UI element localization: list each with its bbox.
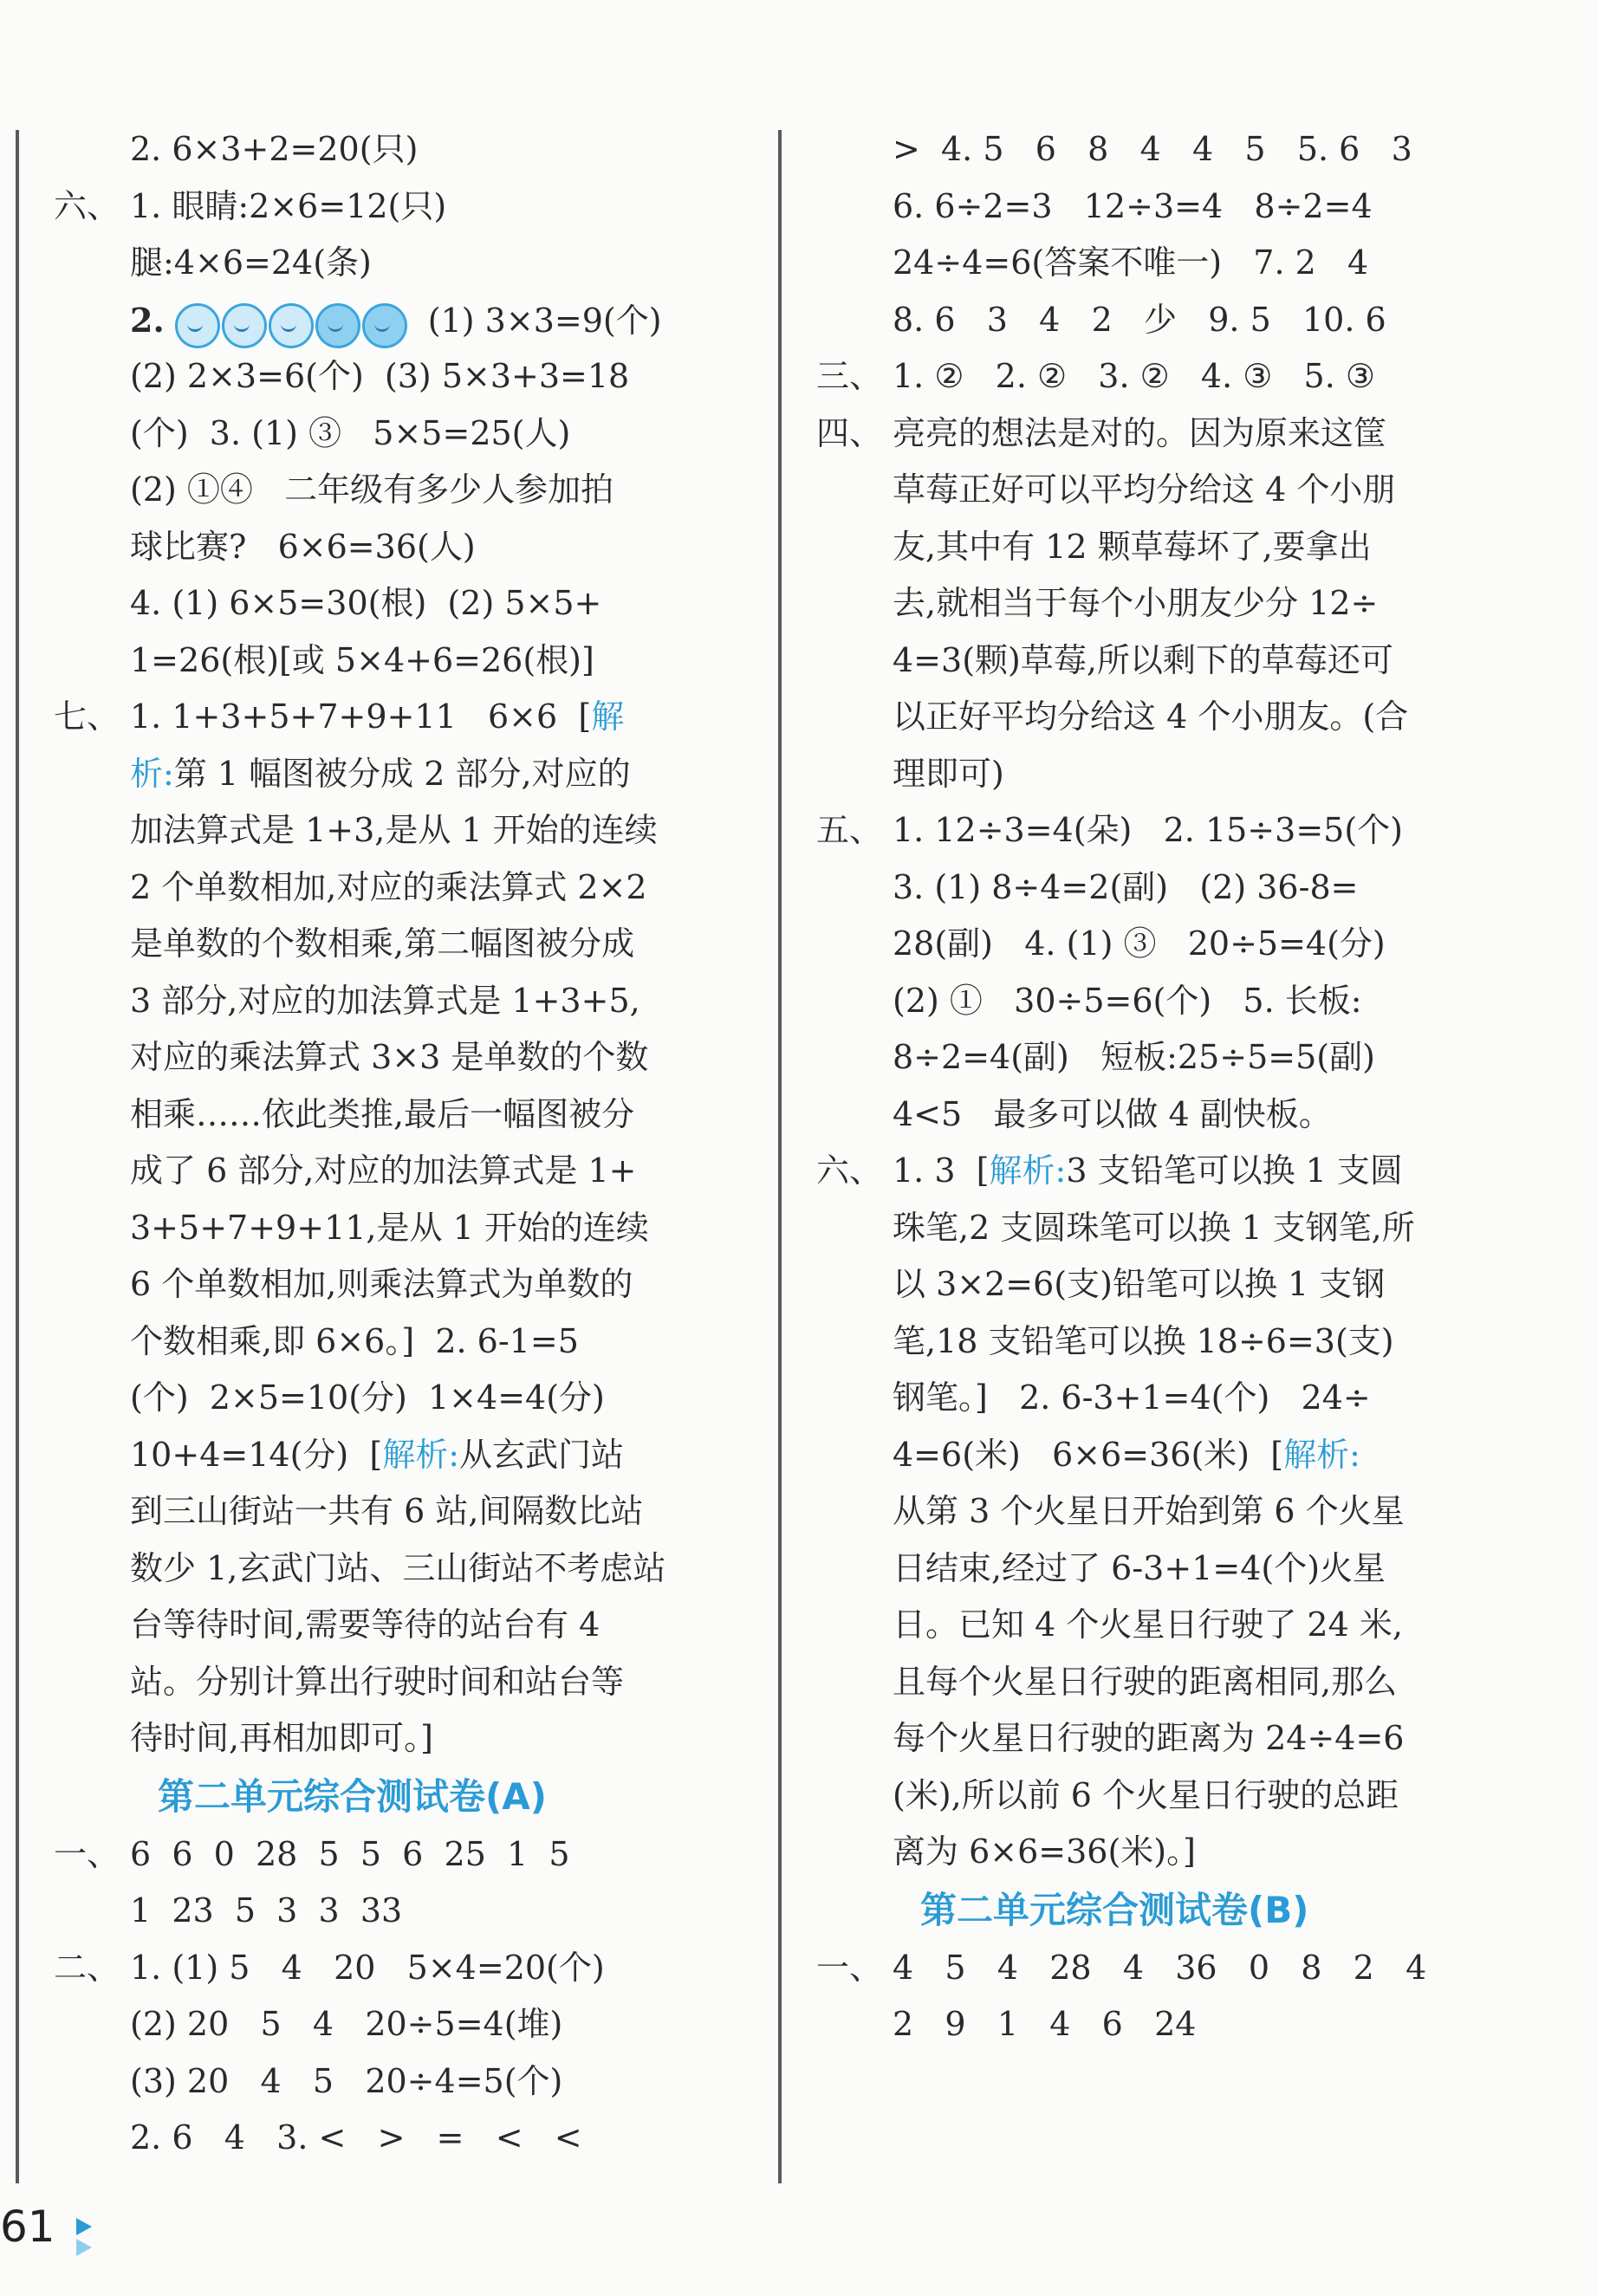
answer-text: 6. 6÷2=3 12÷3=4 8÷2=4 <box>893 186 1373 225</box>
answer-text: 4=6(米) 6×6=36(米) [ <box>893 1435 1284 1474</box>
answer-line <box>816 1540 1518 1598</box>
answer-line <box>54 405 747 463</box>
answer-line <box>54 1597 747 1654</box>
answer-line <box>816 235 1518 292</box>
answer-line <box>816 1256 1518 1313</box>
answer-line <box>816 802 1518 859</box>
answer-line <box>54 462 747 519</box>
answer-text: 1=26(根)[或 5×4+6=26(根)] <box>130 640 594 679</box>
answer-text: 珠笔,2 支圆珠笔可以换 1 支钢笔,所 <box>893 1208 1415 1247</box>
answer-text: 笔,18 支铅笔可以换 18÷6=3(支) <box>893 1321 1394 1360</box>
right-answer-lines-2 <box>816 1940 1518 2053</box>
answer-text: 离为 6×6=36(米)。] <box>893 1832 1196 1871</box>
analysis-label: 解析: <box>1283 1435 1360 1474</box>
answer-line <box>54 1029 747 1086</box>
left-answer-lines <box>54 121 747 1767</box>
answer-line <box>54 1483 747 1540</box>
answer-line <box>816 1029 1518 1086</box>
answer-text: 亮亮的想法是对的。因为原来这筐 <box>893 413 1387 452</box>
answer-text: 去,就相当于每个小朋友少分 12÷ <box>893 584 1379 622</box>
section-number: 四、 <box>816 413 883 452</box>
answer-text: 个数相乘,即 6×6。] 2. 6-1=5 <box>130 1321 579 1360</box>
answer-line <box>816 292 1518 349</box>
section-number: 七、 <box>54 697 120 736</box>
answer-text: 对应的乘法算式 3×3 是单数的个数 <box>130 1038 649 1076</box>
answer-line <box>816 121 1518 178</box>
answer-text: 4<5 最多可以做 4 副快板。 <box>893 1094 1332 1133</box>
answer-text: 1. ② 2. ② 3. ② 4. ③ 5. ③ <box>893 357 1375 395</box>
answer-text: 1. 眼睛:2×6=12(只) <box>130 186 447 225</box>
answer-line <box>54 1654 747 1711</box>
answer-line <box>54 575 747 632</box>
answer-text: (2) ① 30÷5=6(个) 5. 长板: <box>893 981 1362 1020</box>
question-number: 2. <box>130 300 165 340</box>
answer-line <box>816 178 1518 236</box>
answer-line <box>816 348 1518 405</box>
answer-line <box>54 1996 747 2053</box>
answer-line <box>54 1313 747 1371</box>
answer-line <box>54 178 747 236</box>
answer-line <box>816 859 1518 917</box>
analysis-label: 解 <box>591 697 625 736</box>
page-number: 61 <box>0 2202 55 2252</box>
section-number: 一、 <box>816 1948 883 1987</box>
left-answer-lines-2 <box>54 1826 747 2167</box>
section-heading-unit2-a: 第二单元综合测试卷(A) <box>158 1774 547 1818</box>
answer-line <box>816 632 1518 690</box>
answer-text: 待时间,再相加即可。] <box>130 1719 433 1757</box>
answer-text: 第 1 幅图被分成 2 部分,对应的 <box>173 754 631 793</box>
answer-text: 4. (1) 6×5=30(根) (2) 5×5+ <box>130 584 602 622</box>
answer-text: 友,其中有 12 颗草莓坏了,要拿出 <box>893 527 1372 566</box>
section-number: 六、 <box>54 186 120 225</box>
analysis-label: 析: <box>130 754 174 793</box>
answer-line <box>54 1883 747 1940</box>
answer-line <box>54 1427 747 1484</box>
answer-text: 24÷4=6(答案不唯一) 7. 2 4 <box>893 243 1369 282</box>
smiley-faces-icon <box>175 295 409 352</box>
answer-line <box>54 746 747 803</box>
answer-line <box>816 519 1518 576</box>
right-answer-lines <box>816 121 1518 1881</box>
answer-line <box>54 973 747 1030</box>
section-number: 六、 <box>816 1151 883 1190</box>
answer-line <box>816 973 1518 1030</box>
smiley-icon <box>222 303 267 348</box>
answer-text: 4=3(颗)草莓,所以剩下的草莓还可 <box>893 640 1393 679</box>
answer-text: 日结束,经过了 6-3+1=4(个)火星 <box>893 1548 1386 1587</box>
answer-line <box>816 1086 1518 1144</box>
answer-text: (个) 3. (1) ③ 5×5=25(人) <box>130 413 571 452</box>
answer-line <box>54 1256 747 1313</box>
answer-text: (1) 3×3=9(个) <box>427 301 662 340</box>
answer-text: 站。分别计算出行驶时间和站台等 <box>130 1662 625 1701</box>
answer-text: 3. (1) 8÷4=2(副) (2) 36-8= <box>893 867 1359 906</box>
analysis-label: 解析: <box>382 1435 460 1474</box>
answer-text: 8÷2=4(副) 短板:25÷5=5(副) <box>893 1038 1375 1076</box>
answer-line <box>54 689 747 746</box>
answer-text: 1. (1) 5 4 20 5×4=20(个) <box>130 1948 605 1987</box>
answer-text: 6 个单数相加,则乘法算式为单数的 <box>130 1265 633 1303</box>
answer-line <box>816 916 1518 973</box>
answer-text: 1. 3 [ <box>893 1151 990 1190</box>
answer-line <box>54 632 747 690</box>
answer-line <box>54 348 747 405</box>
answer-text: 成了 6 部分,对应的加法算式是 1+ <box>130 1151 637 1190</box>
answer-line <box>54 2110 747 2167</box>
answer-line <box>54 1540 747 1598</box>
section-number: 三、 <box>816 357 883 395</box>
left-column <box>54 121 747 2167</box>
answer-text: 加法算式是 1+3,是从 1 开始的连续 <box>130 811 658 849</box>
answer-line <box>54 859 747 917</box>
answer-line <box>54 1826 747 1884</box>
answer-line <box>816 1313 1518 1371</box>
section-heading-unit2-b: 第二单元综合测试卷(B) <box>920 1888 1309 1931</box>
answer-line <box>816 1654 1518 1711</box>
column-divider <box>778 130 782 2183</box>
smiley-icon <box>175 303 220 348</box>
answer-text: 相乘……依此类推,最后一幅图被分 <box>130 1094 635 1133</box>
answer-line <box>54 121 747 178</box>
answer-line <box>816 1940 1518 1997</box>
answer-text: 4 5 4 28 4 36 0 8 2 4 <box>893 1948 1427 1987</box>
answer-text: 球比赛? 6×6=36(人) <box>130 527 476 566</box>
answer-text: 2 个单数相加,对应的乘法算式 2×2 <box>130 867 647 906</box>
answer-line <box>816 1143 1518 1200</box>
answer-text: 28(副) 4. (1) ③ 20÷5=4(分) <box>893 924 1386 963</box>
answer-line <box>54 2053 747 2111</box>
answer-text: 是单数的个数相乘,第二幅图被分成 <box>130 924 635 963</box>
answer-text: > 4. 5 6 8 4 4 5 5. 6 3 <box>893 130 1412 168</box>
answer-text: 1. 1+3+5+7+9+11 6×6 [ <box>130 697 592 736</box>
section-number: 一、 <box>54 1834 120 1873</box>
answer-text: (个) 2×5=10(分) 1×4=4(分) <box>130 1378 605 1417</box>
answer-text: 1. 12÷3=4(朵) 2. 15÷3=5(个) <box>893 811 1403 849</box>
right-column <box>816 121 1518 2053</box>
answer-line <box>816 1200 1518 1257</box>
answer-line <box>816 746 1518 803</box>
answer-text: 以正好平均分给这 4 个小朋友。(合 <box>893 697 1409 736</box>
smiley-icon <box>269 303 314 348</box>
answer-text: (2) 20 5 4 20÷5=4(堆) <box>130 2005 563 2043</box>
section-number: 五、 <box>816 811 883 849</box>
smiley-icon <box>362 303 407 348</box>
smiley-icon <box>315 303 360 348</box>
answer-text: 日。已知 4 个火星日行驶了 24 米, <box>893 1605 1403 1644</box>
answer-line <box>816 1767 1518 1825</box>
answer-text: 台等待时间,需要等待的站台有 4 <box>130 1605 600 1644</box>
answer-text: 以 3×2=6(支)铅笔可以换 1 支钢 <box>893 1265 1386 1303</box>
answer-text: (3) 20 4 5 20÷4=5(个) <box>130 2061 563 2100</box>
answer-text: 且每个火星日行驶的距离相同,那么 <box>893 1662 1398 1701</box>
answer-line <box>54 916 747 973</box>
answer-line <box>54 292 747 349</box>
answer-line <box>816 1483 1518 1540</box>
answer-text: 腿:4×6=24(条) <box>130 243 372 282</box>
answer-text: (2) ①④ 二年级有多少人参加拍 <box>130 470 614 509</box>
answer-text: 10+4=14(分) [ <box>130 1435 383 1474</box>
answer-line <box>54 1200 747 1257</box>
answer-text: (2) 2×3=6(个) (3) 5×3+3=18 <box>130 357 630 395</box>
answer-line <box>54 519 747 576</box>
answer-text: (米),所以前 6 个火星日行驶的总距 <box>893 1775 1399 1814</box>
section-number: 二、 <box>54 1948 120 1987</box>
answer-line <box>816 1710 1518 1767</box>
answer-text: 从玄武门站 <box>459 1435 625 1474</box>
answer-line <box>816 1370 1518 1427</box>
margin-rule-left <box>16 130 19 2183</box>
answer-text: 到三山街站一共有 6 站,间隔数比站 <box>130 1492 644 1530</box>
arrow-icon <box>76 2218 97 2260</box>
answer-line <box>816 462 1518 519</box>
answer-line <box>54 1940 747 1997</box>
analysis-label: 解析: <box>989 1151 1067 1190</box>
answer-text: 6 6 0 28 5 5 6 25 1 5 <box>130 1834 570 1873</box>
answer-text: 2. 6 4 3. < > = < < <box>130 2118 582 2157</box>
answer-line <box>54 235 747 292</box>
answer-line <box>816 1996 1518 2053</box>
answer-text: 8. 6 3 4 2 少 9. 5 10. 6 <box>893 300 1386 339</box>
answer-text: 钢笔。] 2. 6-3+1=4(个) 24÷ <box>893 1378 1371 1417</box>
answer-line <box>54 1086 747 1144</box>
answer-text: 3+5+7+9+11,是从 1 开始的连续 <box>130 1208 649 1247</box>
answer-text: 数少 1,玄武门站、三山街站不考虑站 <box>130 1548 666 1587</box>
answer-line <box>816 689 1518 746</box>
answer-text: 每个火星日行驶的距离为 24÷4=6 <box>893 1719 1405 1757</box>
answer-text: 1 23 5 3 3 33 <box>130 1891 403 1930</box>
answer-line <box>54 1710 747 1767</box>
answer-line <box>54 802 747 859</box>
answer-line <box>816 405 1518 463</box>
answer-line <box>54 1370 747 1427</box>
answer-text: 3 支铅笔可以换 1 支圆 <box>1066 1151 1403 1190</box>
answer-line <box>816 1824 1518 1881</box>
answer-text: 理即可) <box>893 754 1004 793</box>
answer-text: 2. 6×3+2=20(只) <box>130 130 419 168</box>
answer-text: 2 9 1 4 6 24 <box>893 2005 1197 2043</box>
answer-line <box>54 1143 747 1200</box>
answer-text: 从第 3 个火星日开始到第 6 个火星 <box>893 1492 1405 1530</box>
answer-text: 3 部分,对应的加法算式是 1+3+5, <box>130 981 640 1020</box>
answer-line <box>816 1597 1518 1654</box>
answer-line <box>816 575 1518 632</box>
answer-line <box>816 1427 1518 1484</box>
answer-text: 草莓正好可以平均分给这 4 个小朋 <box>893 470 1396 509</box>
